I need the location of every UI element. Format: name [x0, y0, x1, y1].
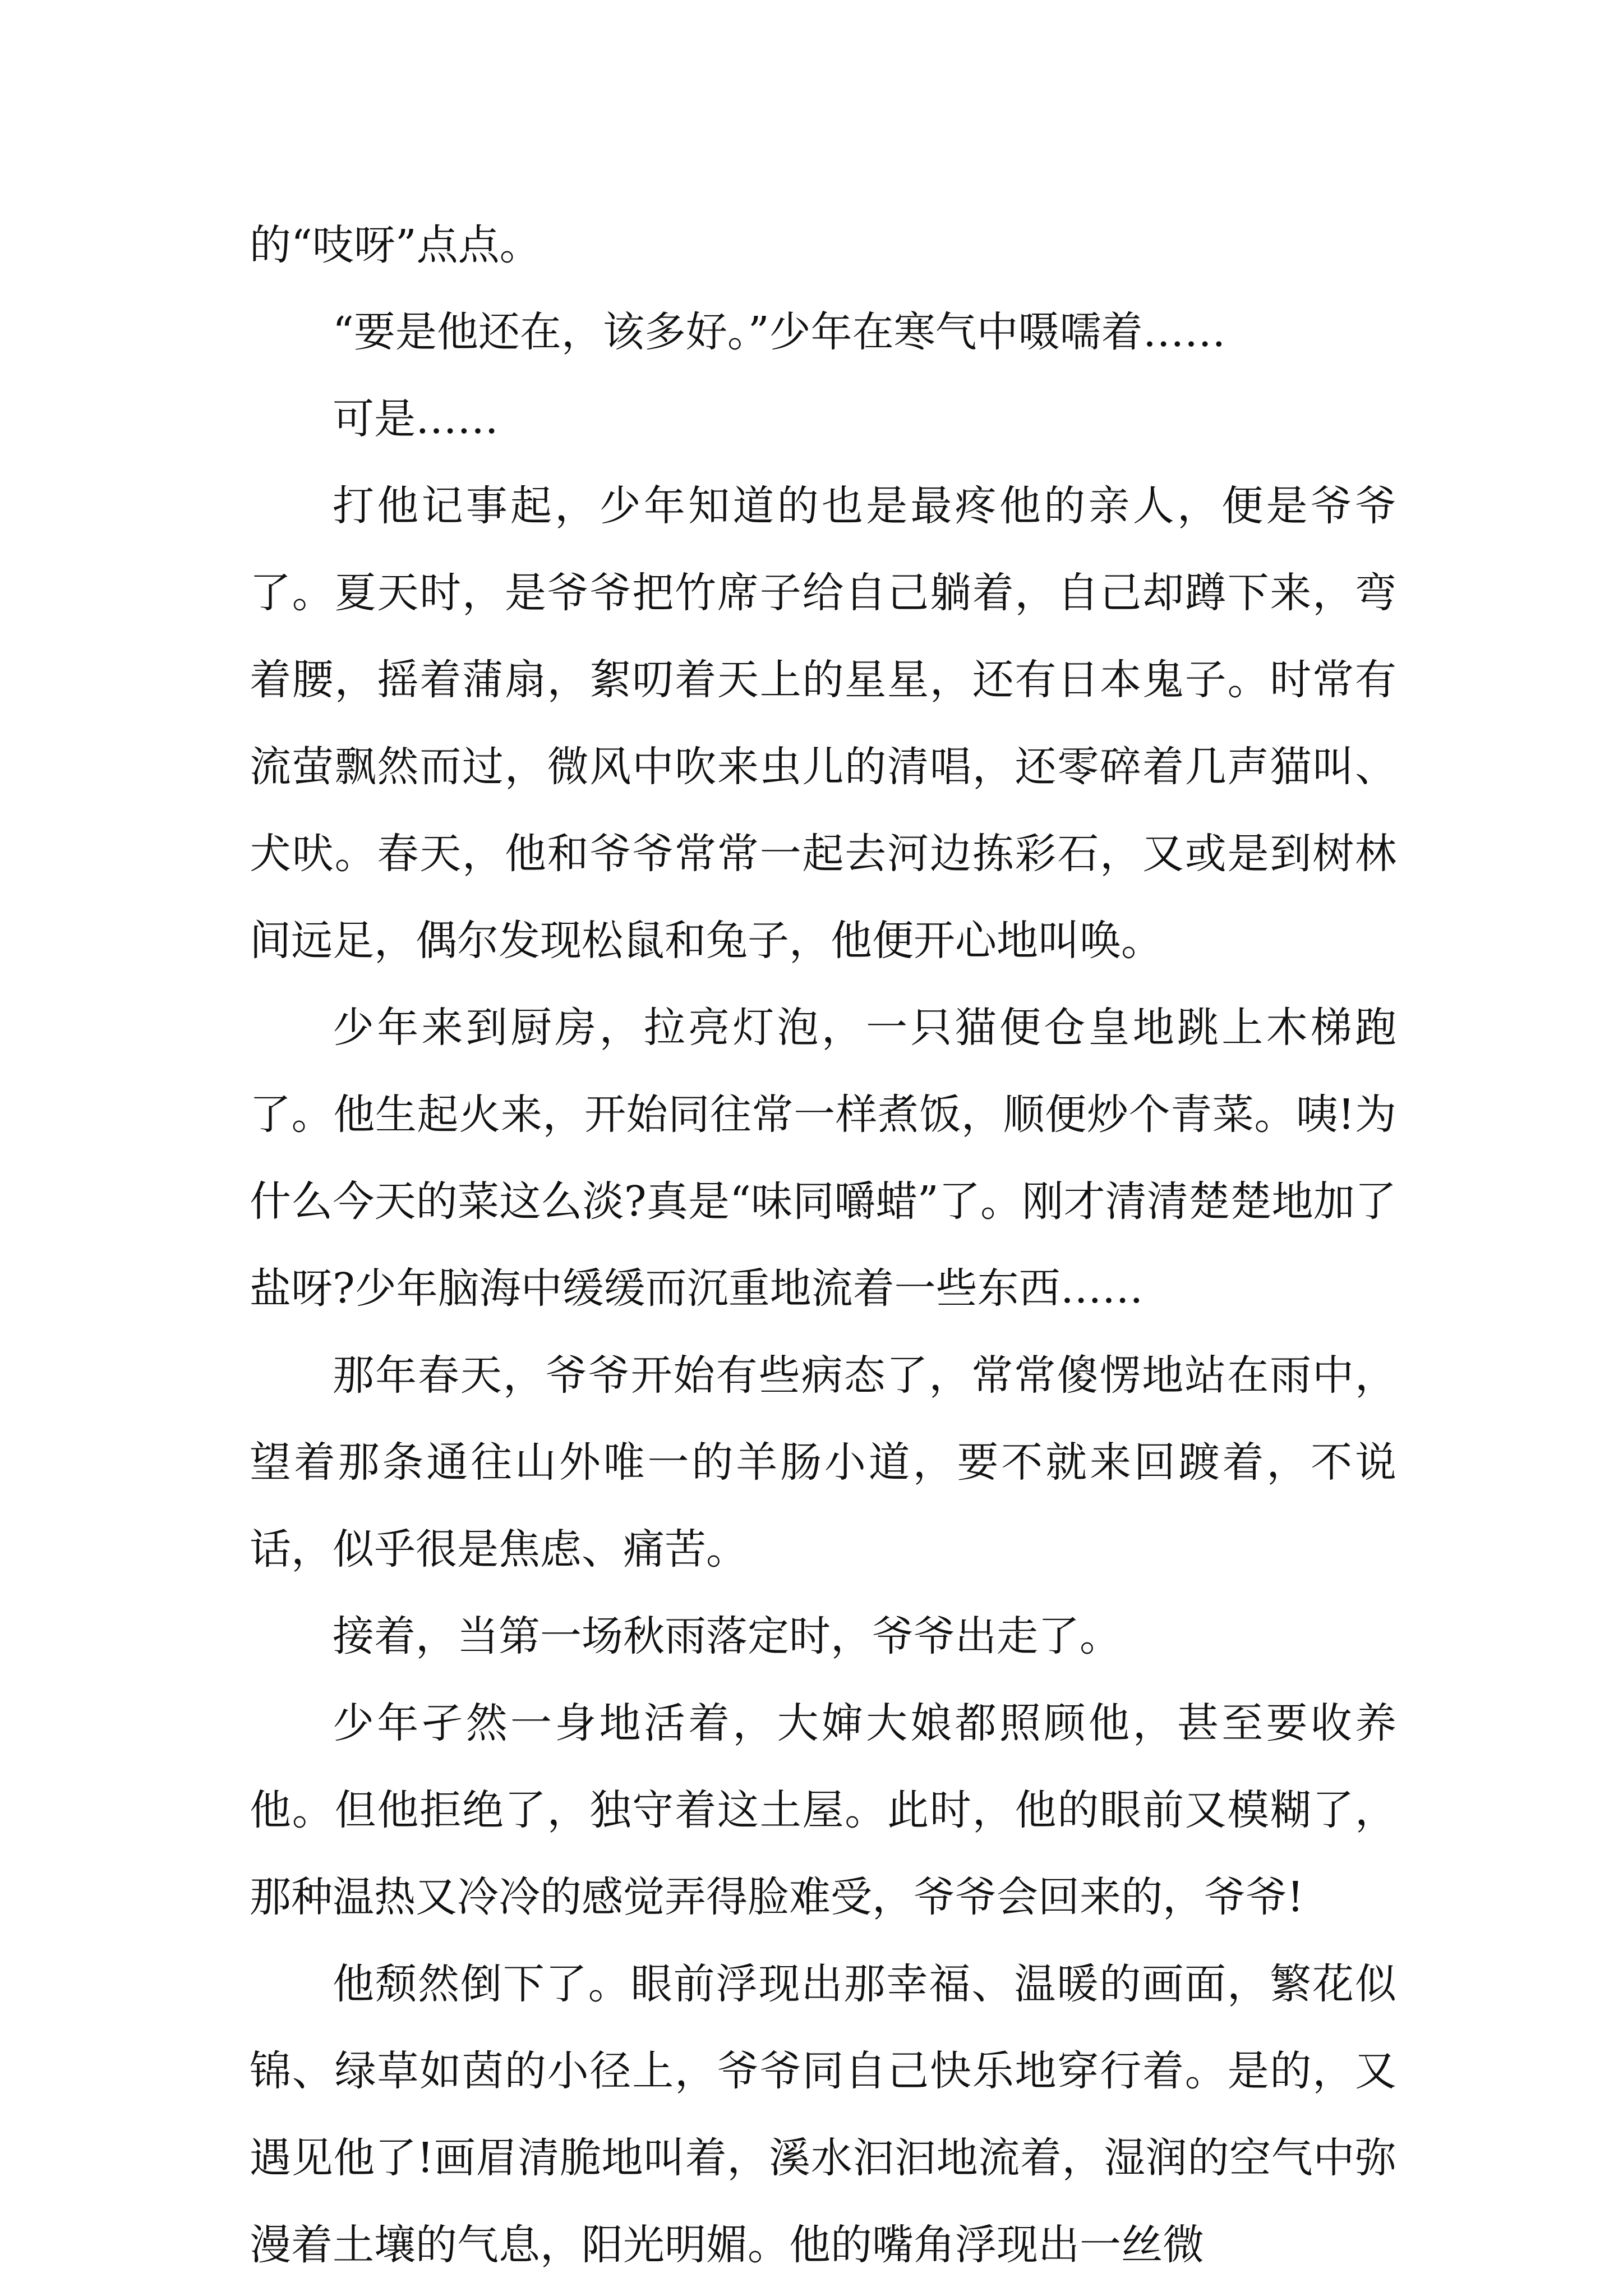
paragraph: 他颓然倒下了。眼前浮现出那幸福、温暖的画面，繁花似锦、绿草如茵的小径上，爷爷同自己快乐地穿行着。是的，又遇见他了!画眉清脆地叫着，溪水汩汩地流着，湿润的空气中弥漫着土壤的气息，阳光明媚。他的嘴角浮现出一丝微 — [250, 1960, 1396, 2269]
paragraph: 的“吱呀”点点。 — [250, 221, 541, 269]
paragraph: 那年春天，爷爷开始有些病态了，常常傻愣地站在雨中，望着那条通往山外唯一的羊肠小道，要不就来回踱着，不说话，似乎很是焦虑、痛苦。 — [250, 1351, 1396, 1573]
paragraph: 可是…… — [333, 395, 499, 443]
body-text — [250, 202, 1396, 2289]
paragraph: “要是他还在，该多好。”少年在寒气中嗫嚅着…… — [333, 308, 1226, 356]
paragraph: 打他记事起，少年知道的也是最疼他的亲人，便是爷爷了。夏天时，是爷爷把竹席子给自己躺着，自己却蹲下来，弯着腰，摇着蒲扇，絮叨着天上的星星，还有日本鬼子。时常有流萤飘然而过，微风中吹来虫儿的清唱，还零碎着几声猫叫、犬吠。春天，他和爷爷常常一起去河边拣彩石，又或是到树林间远足，偶尔发现松鼠和兔子，他便开心地叫唤。 — [250, 482, 1396, 965]
paragraph: 少年来到厨房，拉亮灯泡，一只猫便仓皇地跳上木梯跑了。他生起火来，开始同往常一样煮饭，顺便炒个青菜。咦!为什么今天的菜这么淡?真是“味同嚼蜡”了。刚才清清楚楚地加了盐呀?少年脑海中缓缓而沉重地流着一些东西…… — [250, 1004, 1396, 1313]
paragraph: 接着，当第一场秋雨落定时，爷爷出走了。 — [333, 1612, 1121, 1660]
paragraph: 少年孑然一身地活着，大婶大娘都照顾他，甚至要收养他。但他拒绝了，独守着这土屋。此时，他的眼前又模糊了，那种温热又冷冷的感觉弄得脸难受，爷爷会回来的，爷爷! — [250, 1699, 1396, 1921]
